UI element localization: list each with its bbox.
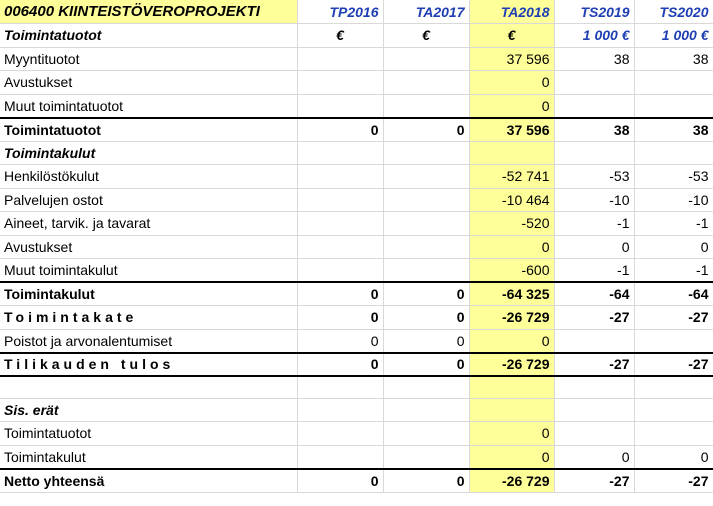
value-cell <box>554 398 634 422</box>
units-row <box>0 24 713 48</box>
value-cell <box>554 94 634 118</box>
value-cell: -1 <box>634 212 713 236</box>
value-cell: 37 596 <box>469 118 554 142</box>
value-cell: -27 <box>634 353 713 377</box>
value-cell <box>297 165 383 189</box>
value-cell: 0 <box>469 71 554 95</box>
table-row <box>0 141 713 165</box>
value-cell: -27 <box>554 353 634 377</box>
table-row <box>0 398 713 422</box>
value-cell <box>554 376 634 398</box>
value-cell <box>297 141 383 165</box>
row-label: Poistot ja arvonalentumiset <box>0 329 297 353</box>
value-cell: -64 <box>634 282 713 306</box>
data-rows <box>0 47 713 492</box>
table-row <box>0 329 713 353</box>
table-row <box>0 71 713 95</box>
value-cell: -64 <box>554 282 634 306</box>
value-cell: -53 <box>554 165 634 189</box>
value-cell: -1 <box>554 212 634 236</box>
value-cell <box>634 398 713 422</box>
value-cell: -600 <box>469 259 554 283</box>
table-row <box>0 422 713 446</box>
table-row <box>0 118 713 142</box>
row-label: Aineet, tarvik. ja tavarat <box>0 212 297 236</box>
value-cell <box>383 165 469 189</box>
row-label: Toimintatuotot <box>0 118 297 142</box>
table-row <box>0 259 713 283</box>
value-cell <box>554 141 634 165</box>
row-label: Tilikauden tulos <box>0 353 297 377</box>
value-cell <box>634 422 713 446</box>
value-cell: -27 <box>554 306 634 330</box>
value-cell <box>383 47 469 71</box>
unit-cell: € <box>383 24 469 48</box>
value-cell: 0 <box>297 329 383 353</box>
value-cell <box>383 212 469 236</box>
value-cell <box>383 376 469 398</box>
value-cell: -10 <box>634 188 713 212</box>
value-cell: 0 <box>383 469 469 493</box>
value-cell: 0 <box>634 235 713 259</box>
unit-cell: € <box>297 24 383 48</box>
value-cell <box>383 94 469 118</box>
col-header-tp2016: TP2016 <box>297 0 383 24</box>
value-cell <box>383 141 469 165</box>
table-row <box>0 282 713 306</box>
sheet-title: 006400 KIINTEISTÖVEROPROJEKTI <box>0 0 297 24</box>
value-cell <box>634 71 713 95</box>
table-row <box>0 445 713 469</box>
table-row <box>0 376 713 398</box>
value-cell <box>297 422 383 446</box>
value-cell: -520 <box>469 212 554 236</box>
table-row <box>0 353 713 377</box>
value-cell: -27 <box>634 469 713 493</box>
value-cell: 0 <box>297 469 383 493</box>
value-cell: 0 <box>554 235 634 259</box>
value-cell <box>383 445 469 469</box>
value-cell: 0 <box>469 235 554 259</box>
row-label <box>0 376 297 398</box>
value-cell: 0 <box>383 118 469 142</box>
title-row <box>0 0 713 24</box>
row-label: Toimintakulut <box>0 445 297 469</box>
table-row <box>0 469 713 493</box>
value-cell <box>554 329 634 353</box>
value-cell <box>554 71 634 95</box>
value-cell: 38 <box>634 47 713 71</box>
value-cell <box>383 235 469 259</box>
value-cell: 0 <box>383 306 469 330</box>
row-label: Avustukset <box>0 235 297 259</box>
value-cell: 0 <box>383 353 469 377</box>
col-header-ta2017: TA2017 <box>383 0 469 24</box>
value-cell: 0 <box>634 445 713 469</box>
value-cell <box>383 259 469 283</box>
row-label: Toimintakate <box>0 306 297 330</box>
row-label: Muut toimintatuotot <box>0 94 297 118</box>
value-cell <box>297 259 383 283</box>
table-row <box>0 306 713 330</box>
value-cell: -1 <box>554 259 634 283</box>
value-cell <box>297 47 383 71</box>
value-cell <box>297 71 383 95</box>
value-cell <box>634 94 713 118</box>
col-header-ts2019: TS2019 <box>554 0 634 24</box>
unit-cell: € <box>469 24 554 48</box>
value-cell <box>634 376 713 398</box>
value-cell <box>554 422 634 446</box>
value-cell <box>383 422 469 446</box>
row-label: Toimintakulut <box>0 282 297 306</box>
col-header-ta2018: TA2018 <box>469 0 554 24</box>
value-cell <box>469 376 554 398</box>
value-cell: 0 <box>383 282 469 306</box>
row-label: Avustukset <box>0 71 297 95</box>
value-cell <box>297 188 383 212</box>
value-cell: -10 <box>554 188 634 212</box>
value-cell <box>383 188 469 212</box>
value-cell: -27 <box>554 469 634 493</box>
value-cell <box>297 376 383 398</box>
value-cell: 0 <box>297 282 383 306</box>
row-label: Palvelujen ostot <box>0 188 297 212</box>
row-label: Henkilöstökulut <box>0 165 297 189</box>
value-cell: -1 <box>634 259 713 283</box>
unit-cell: 1 000 € <box>554 24 634 48</box>
table-row <box>0 94 713 118</box>
value-cell: 37 596 <box>469 47 554 71</box>
value-cell: -64 325 <box>469 282 554 306</box>
value-cell: 0 <box>297 353 383 377</box>
value-cell: -26 729 <box>469 353 554 377</box>
value-cell: 38 <box>554 118 634 142</box>
row-label: Toimintakulut <box>0 141 297 165</box>
value-cell: -52 741 <box>469 165 554 189</box>
value-cell <box>297 235 383 259</box>
value-cell <box>469 141 554 165</box>
value-cell: -10 464 <box>469 188 554 212</box>
value-cell <box>297 445 383 469</box>
row-label: Sis. erät <box>0 398 297 422</box>
row-label: Myyntituotot <box>0 47 297 71</box>
value-cell: -26 729 <box>469 469 554 493</box>
value-cell <box>297 94 383 118</box>
value-cell: 38 <box>634 118 713 142</box>
value-cell: 0 <box>469 329 554 353</box>
value-cell: 0 <box>297 118 383 142</box>
value-cell <box>297 398 383 422</box>
value-cell: -26 729 <box>469 306 554 330</box>
table-row <box>0 235 713 259</box>
value-cell <box>634 329 713 353</box>
value-cell: 0 <box>297 306 383 330</box>
value-cell <box>634 141 713 165</box>
value-cell: -27 <box>634 306 713 330</box>
value-cell: 38 <box>554 47 634 71</box>
table-row <box>0 188 713 212</box>
value-cell <box>297 212 383 236</box>
col-header-ts2020: TS2020 <box>634 0 713 24</box>
value-cell: 0 <box>554 445 634 469</box>
value-cell <box>383 398 469 422</box>
value-cell: 0 <box>469 94 554 118</box>
units-row-label: Toimintatuotot <box>0 24 297 48</box>
value-cell: 0 <box>469 445 554 469</box>
row-label: Muut toimintakulut <box>0 259 297 283</box>
unit-cell: 1 000 € <box>634 24 713 48</box>
value-cell: -53 <box>634 165 713 189</box>
value-cell: 0 <box>383 329 469 353</box>
value-cell <box>469 398 554 422</box>
row-label: Netto yhteensä <box>0 469 297 493</box>
value-cell: 0 <box>469 422 554 446</box>
value-cell <box>383 71 469 95</box>
table-row <box>0 47 713 71</box>
row-label: Toimintatuotot <box>0 422 297 446</box>
table-row <box>0 212 713 236</box>
table-row <box>0 165 713 189</box>
